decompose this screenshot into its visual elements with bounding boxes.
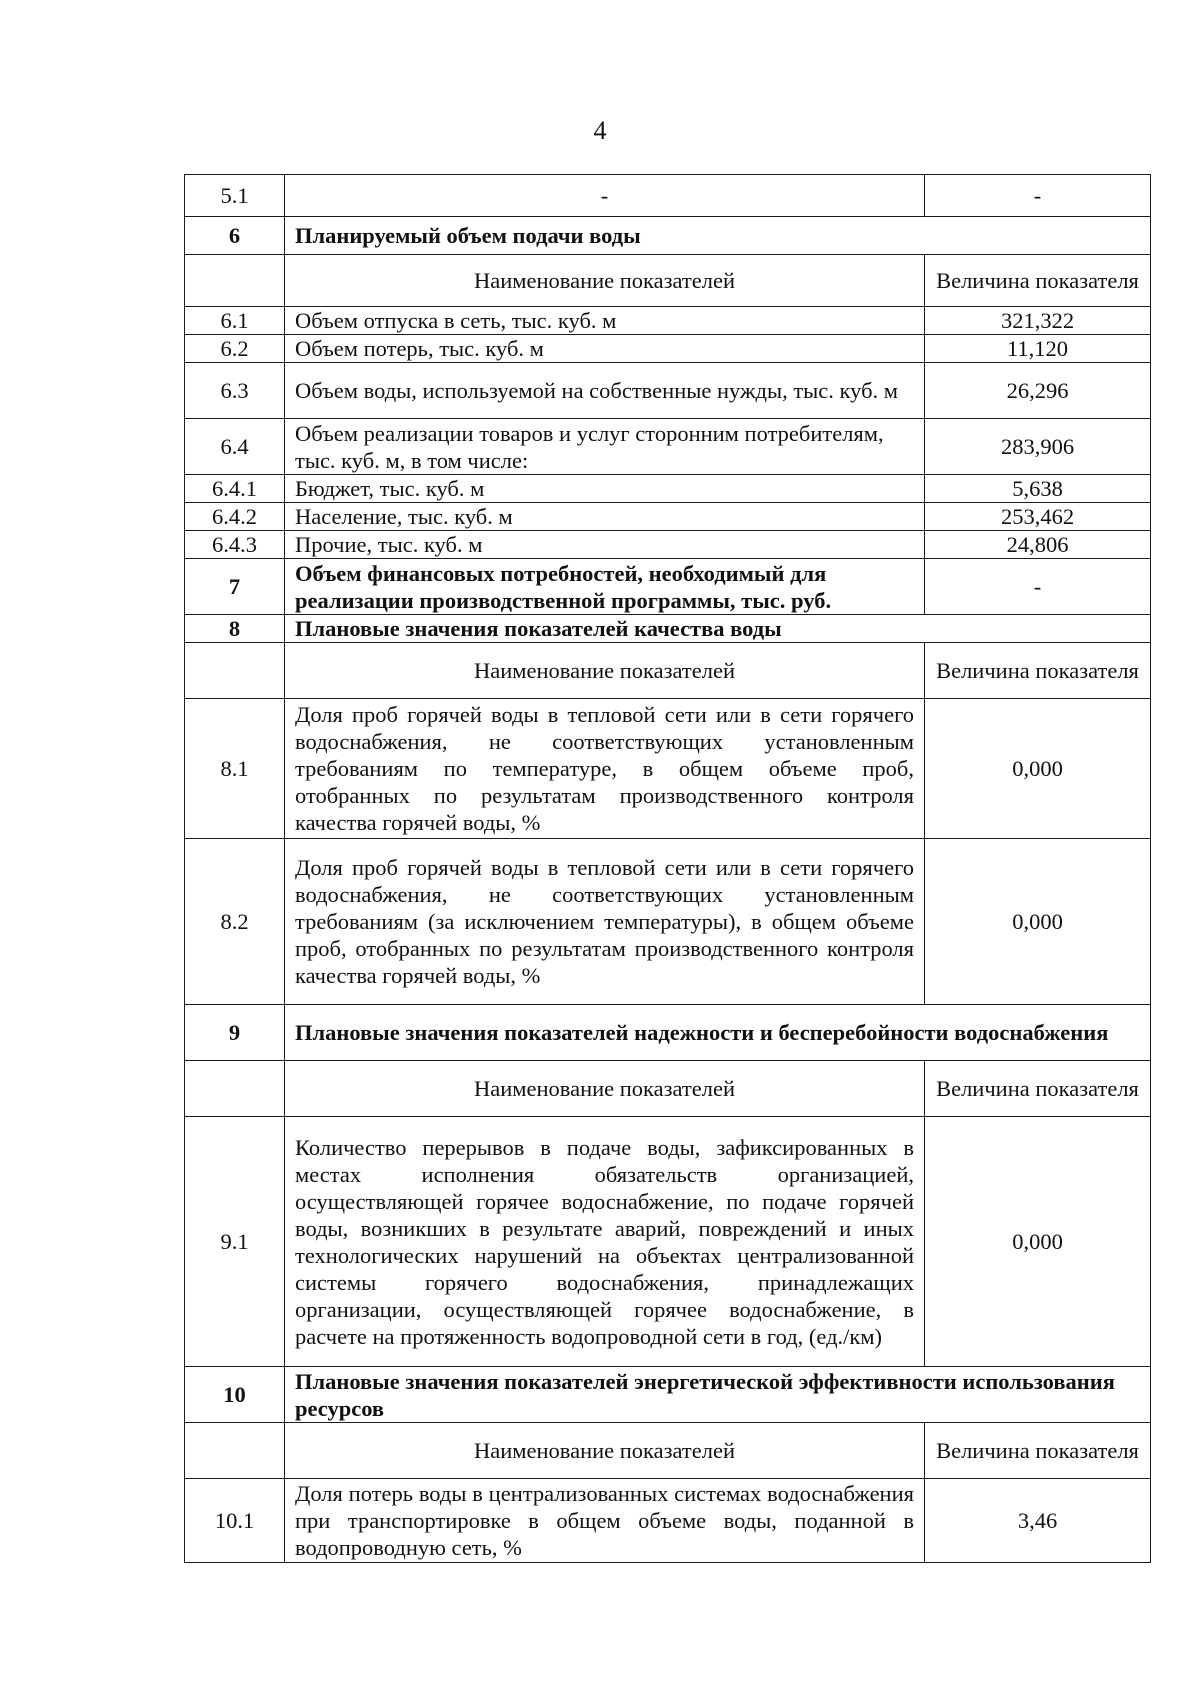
row-number: 8.2 (185, 839, 285, 1005)
header-value: Величина показателя (925, 643, 1151, 699)
indicator-name: Население, тыс. куб. м (285, 503, 925, 531)
section-number: 8 (185, 615, 285, 643)
table-row (185, 839, 1151, 1005)
indicator-name: Объем отпуска в сеть, тыс. куб. м (285, 307, 925, 335)
section-value: - (925, 559, 1151, 615)
header-value: Величина показателя (925, 1061, 1151, 1117)
table-row (185, 1479, 1151, 1563)
indicator-name: Доля проб горячей воды в тепловой сети или в сети горячего водоснабжения, не соответствующих установленным требованиям по температуре, в общем объеме проб, отобранных по результатам производственного контроля качества горячей воды, % (285, 699, 925, 839)
table-row (185, 531, 1151, 559)
indicator-value: 0,000 (925, 699, 1151, 839)
row-number: 6.4 (185, 419, 285, 475)
indicator-name: Объем потерь, тыс. куб. м (285, 335, 925, 363)
header-empty-cell (185, 643, 285, 699)
section-number: 10 (185, 1367, 285, 1423)
indicator-value: - (925, 175, 1151, 217)
header-row (185, 1423, 1151, 1479)
indicators-table (184, 174, 1151, 1563)
indicator-name: Объем воды, используемой на собственные нужды, тыс. куб. м (285, 363, 925, 419)
section-number: 6 (185, 217, 285, 255)
table-row (185, 475, 1151, 503)
row-number: 5.1 (185, 175, 285, 217)
row-number: 10.1 (185, 1479, 285, 1563)
section-row (185, 1367, 1151, 1423)
table-row (185, 699, 1151, 839)
table-row (185, 503, 1151, 531)
header-name: Наименование показателей (285, 1423, 925, 1479)
section-row (185, 559, 1151, 615)
row-number: 6.2 (185, 335, 285, 363)
indicator-name: Прочие, тыс. куб. м (285, 531, 925, 559)
header-row (185, 1061, 1151, 1117)
row-number: 6.3 (185, 363, 285, 419)
table-row (185, 1117, 1151, 1367)
indicator-value: 0,000 (925, 1117, 1151, 1367)
indicator-name: Доля проб горячей воды в тепловой сети или в сети горячего водоснабжения, не соответствующих установленным требованиям (за исключением температуры), в общем объеме проб, отобранных по результатам производственного контроля качества горячей воды, % (285, 839, 925, 1005)
section-title: Плановые значения показателей качества воды (285, 615, 1151, 643)
row-number: 9.1 (185, 1117, 285, 1367)
section-number: 7 (185, 559, 285, 615)
table-row (185, 335, 1151, 363)
header-value: Величина показателя (925, 1423, 1151, 1479)
header-empty-cell (185, 1061, 285, 1117)
header-name: Наименование показателей (285, 1061, 925, 1117)
section-row (185, 1005, 1151, 1061)
table-row (185, 363, 1151, 419)
section-number: 9 (185, 1005, 285, 1061)
row-number: 6.1 (185, 307, 285, 335)
header-row (185, 255, 1151, 307)
indicator-value: 253,462 (925, 503, 1151, 531)
indicator-value: 283,906 (925, 419, 1151, 475)
header-value: Величина показателя (925, 255, 1151, 307)
indicator-value: 11,120 (925, 335, 1151, 363)
indicator-value: 26,296 (925, 363, 1151, 419)
section-row (185, 217, 1151, 255)
indicator-name: Объем реализации товаров и услуг сторонним потребителям, тыс. куб. м, в том числе: (285, 419, 925, 475)
table-row (185, 175, 1151, 217)
header-name: Наименование показателей (285, 643, 925, 699)
page-number: 4 (593, 116, 607, 145)
indicator-value: 3,46 (925, 1479, 1151, 1563)
header-empty-cell (185, 1423, 285, 1479)
row-number: 6.4.3 (185, 531, 285, 559)
section-title: Плановые значения показателей энергетической эффективности использования ресурсов (285, 1367, 1151, 1423)
table-row (185, 419, 1151, 475)
indicator-value: 321,322 (925, 307, 1151, 335)
table-row (185, 307, 1151, 335)
section-title: Плановые значения показателей надежности и бесперебойности водоснабжения (285, 1005, 1151, 1061)
header-row (185, 643, 1151, 699)
row-number: 6.4.1 (185, 475, 285, 503)
section-title: Объем финансовых потребностей, необходимый для реализации производственной программы, тыс. руб. (285, 559, 925, 615)
indicator-value: 0,000 (925, 839, 1151, 1005)
section-title: Планируемый объем подачи воды (285, 217, 1151, 255)
section-row (185, 615, 1151, 643)
header-empty-cell (185, 255, 285, 307)
indicator-name: Бюджет, тыс. куб. м (285, 475, 925, 503)
indicator-value: 24,806 (925, 531, 1151, 559)
header-name: Наименование показателей (285, 255, 925, 307)
indicator-value: 5,638 (925, 475, 1151, 503)
row-number: 6.4.2 (185, 503, 285, 531)
indicator-name: Доля потерь воды в централизованных системах водоснабжения при транспортировке в общем объеме воды, поданной в водопроводную сеть, % (285, 1479, 925, 1563)
row-number: 8.1 (185, 699, 285, 839)
indicator-name: Количество перерывов в подаче воды, зафиксированных в местах исполнения обязательств организацией, осуществляющей горячее водоснабжение, по подаче горячей воды, возникших в результате аварий, повреждений и иных технологических нарушений на объектах централизованной системы горячего водоснабжения, принадлежащих организации, осуществляющей горячее водоснабжение, в расчете на протяженность водопроводной сети в год, (ед./км) (285, 1117, 925, 1367)
indicator-name: - (285, 175, 925, 217)
